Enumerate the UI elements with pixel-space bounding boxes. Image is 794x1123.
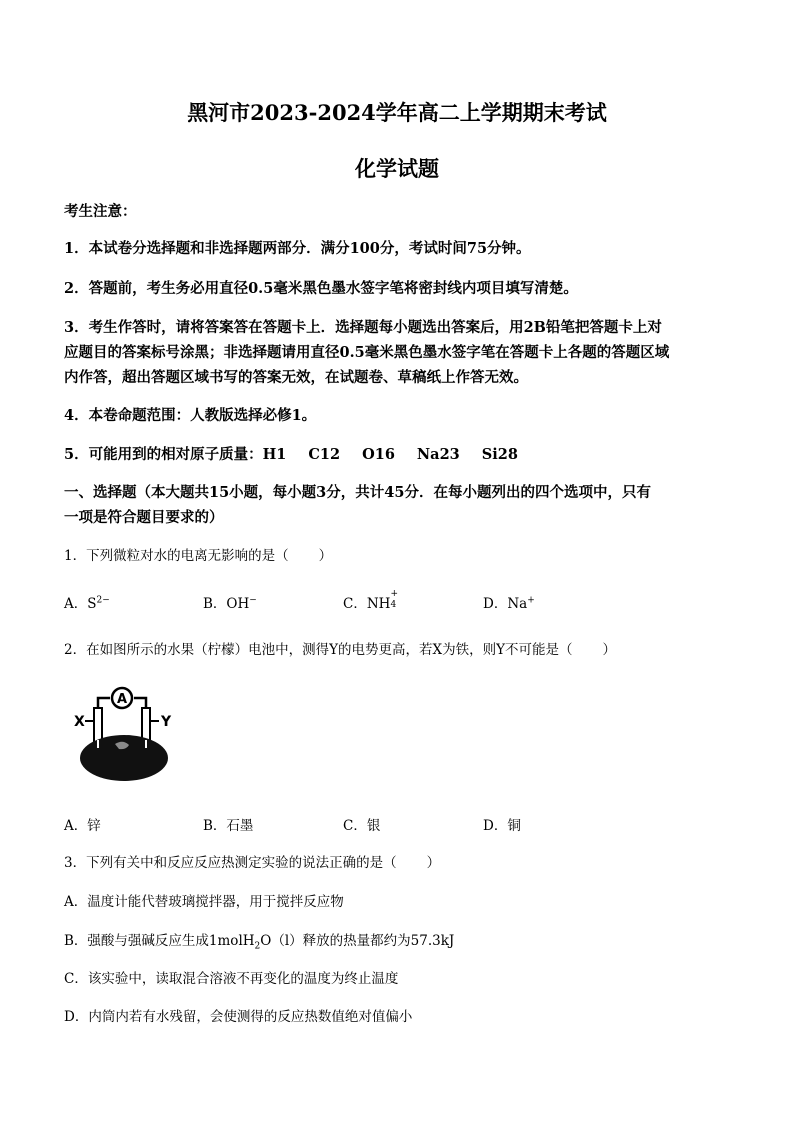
notice-heading: 考生注意： — [64, 203, 137, 220]
section-1-line-2: 一项是符合题目要求的） — [64, 509, 224, 526]
notice-item-1: 1．本试卷分选择题和非选择题两部分．满分100分，考试时间75分钟。 — [64, 240, 531, 257]
mass-na: Na23 — [416, 446, 460, 463]
question-2-stem: 2．在如图所示的水果（柠檬）电池中，测得Y的电势更高，若X为铁，则Y不可能是（ ） — [64, 642, 617, 658]
q2-option-b[interactable]: B．石墨 — [203, 818, 254, 834]
notice-item-2: 2．答题前，考生务必用直径0.5毫米黑色墨水签字笔将密封线内项目填写清楚。 — [64, 280, 578, 297]
q1-option-d[interactable]: D．Na+ — [483, 595, 535, 612]
notice-item-3-line-1: 3．考生作答时，请将答案答在答题卡上．选择题每小题选出答案后，用2B铅笔把答题卡上对 — [64, 319, 662, 336]
q1-option-a[interactable]: A．$S^{2-}$ — [64, 595, 110, 612]
right-wire — [134, 698, 146, 708]
notice-item-5-prefix: 5．可能用到的相对原子质量： — [64, 446, 263, 463]
notice-item-3-line-2: 应题目的答案标号涂黑；非选择题请用直径0.5毫米黑色墨水签字笔在答题卡上各题的答题区域 — [64, 344, 670, 361]
notice-item-3-line-3: 内作答，超出答题区域书写的答案无效，在试题卷、草稿纸上作答无效。 — [64, 369, 528, 386]
section-1-line-1: 一、选择题（本大题共15小题，每小题3分，共计45分．在每小题列出的四个选项中，只有 — [64, 484, 651, 501]
exam-subtitle: 化学试题 — [355, 156, 439, 181]
label-y: Y — [161, 714, 172, 730]
mass-c: C12 — [308, 446, 341, 463]
question-3-stem: 3．下列有关中和反应反应热测定实验的说法正确的是（ ） — [64, 855, 441, 871]
notice-item-5 — [64, 443, 518, 464]
q2-option-d[interactable]: D．铜 — [483, 818, 521, 834]
mass-h: H1 — [262, 446, 287, 463]
mass-o: O16 — [362, 446, 395, 463]
q2-option-c[interactable]: C．银 — [343, 818, 381, 834]
question-1-stem: 1．下列微粒对水的电离无影响的是（ ） — [64, 548, 333, 564]
q3-option-a[interactable]: A．温度计能代替玻璃搅拌器，用于搅拌反应物 — [64, 894, 344, 910]
q1-option-c[interactable]: C．NH + 4 — [343, 589, 398, 612]
q3-option-c[interactable]: C．该实验中，读取混合溶液不再变化的温度为终止温度 — [64, 971, 399, 987]
mass-si: Si28 — [481, 446, 518, 463]
q1-option-b[interactable]: B．OH− — [203, 595, 257, 612]
q2-option-a[interactable]: A．锌 — [64, 818, 101, 834]
label-x: X — [74, 714, 85, 730]
left-wire — [98, 698, 110, 708]
ammeter-label: A — [116, 692, 128, 707]
exam-title: 黑河市2023-2024学年高二上学期期末考试 — [187, 100, 607, 125]
lemon-battery-figure — [70, 678, 180, 788]
notice-item-4: 4．本卷命题范围：人教版选择必修1。 — [64, 407, 317, 424]
lemon-icon — [80, 735, 168, 781]
q3-option-b[interactable]: B．强酸与强碱反应生成1molH$_2$O（l）释放的热量都约为57.3kJ — [64, 933, 455, 952]
q3-option-d[interactable]: D．内筒内若有水残留，会使测得的反应热数值绝对值偏小 — [64, 1009, 413, 1025]
